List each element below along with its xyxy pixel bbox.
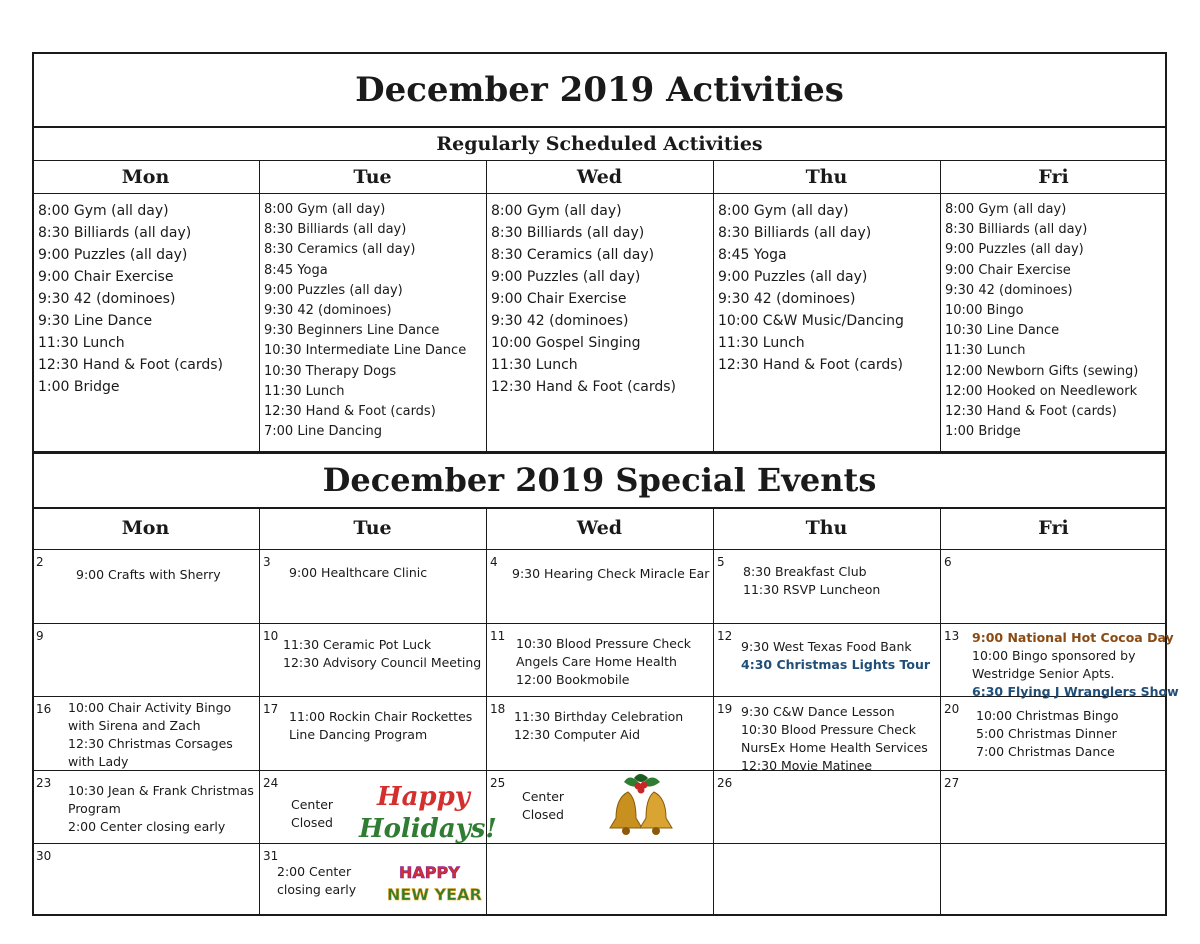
regular-header-mon: Mon xyxy=(121,166,170,188)
title-divider xyxy=(32,126,1167,128)
event-line: Center xyxy=(291,797,334,812)
day-cell xyxy=(486,696,713,770)
event-line: 6:30 Flying J Wranglers Show xyxy=(972,684,1179,699)
event-line: 9:30 Hearing Check Miracle Ear xyxy=(512,566,710,581)
event-line: 9:00 Healthcare Clinic xyxy=(289,565,428,580)
day-cell xyxy=(940,843,1167,916)
event-line: Angels Care Home Health xyxy=(516,654,677,669)
activity-item: 8:30 Billiards (all day) xyxy=(945,222,1088,238)
day-cell xyxy=(940,623,1179,699)
event-line: 10:30 Blood Pressure Check xyxy=(516,636,692,651)
event-line: 12:30 Christmas Corsages xyxy=(68,736,233,751)
day-cell xyxy=(259,623,486,696)
activity-item: 8:00 Gym (all day) xyxy=(718,203,849,219)
regular-header-fri: Fri xyxy=(1038,166,1069,188)
day-cell xyxy=(32,549,259,623)
event-line: Center xyxy=(522,789,565,804)
activity-item: 12:30 Hand & Foot (cards) xyxy=(945,404,1117,420)
day-number: 4 xyxy=(490,555,498,569)
activity-item: 8:30 Billiards (all day) xyxy=(38,225,192,241)
regular-list-mon xyxy=(38,200,223,398)
activity-item: 8:00 Gym (all day) xyxy=(945,202,1067,217)
event-line: 4:30 Christmas Lights Tour xyxy=(741,657,931,672)
event-line: 12:30 Computer Aid xyxy=(514,727,641,742)
event-line: 10:00 Bingo sponsored by xyxy=(972,648,1136,663)
day-number: 9 xyxy=(36,629,44,643)
day-cell xyxy=(713,549,940,623)
event-line: Closed xyxy=(522,807,564,822)
activity-item: 10:00 C&W Music/Dancing xyxy=(718,313,904,329)
day-cell xyxy=(486,623,713,696)
event-line: 12:00 Bookmobile xyxy=(516,672,630,687)
page-title: December 2019 Activities xyxy=(355,70,844,110)
event-line: 11:30 Birthday Celebration xyxy=(514,709,684,724)
activity-item: 11:30 Lunch xyxy=(718,335,805,351)
day-number: 16 xyxy=(36,702,52,716)
day-number: 13 xyxy=(944,629,960,643)
day-number: 5 xyxy=(717,555,725,569)
day-number: 31 xyxy=(263,849,279,863)
day-cell xyxy=(713,623,940,696)
event-line: 2:00 Center closing early xyxy=(68,819,226,834)
activity-item: 9:30 42 (dominoes) xyxy=(264,303,392,319)
regular-col-divider xyxy=(940,161,941,452)
regular-header-thu: Thu xyxy=(805,166,848,188)
activity-item: 9:00 Chair Exercise xyxy=(945,262,1071,278)
event-line: 11:00 Rockin Chair Rockettes xyxy=(289,709,473,724)
new-year-text-2: NEW YEAR xyxy=(387,885,482,904)
activity-item: 9:00 Puzzles (all day) xyxy=(38,247,188,263)
event-line: 5:00 Christmas Dinner xyxy=(976,726,1117,741)
day-number: 23 xyxy=(36,776,52,790)
day-number: 2 xyxy=(36,555,44,569)
day-number: 25 xyxy=(490,776,506,790)
activity-item: 11:30 Lunch xyxy=(945,343,1026,359)
event-line: 10:30 Jean & Frank Christmas xyxy=(68,783,254,798)
activity-item: 9:30 42 (dominoes) xyxy=(945,282,1073,298)
event-line: 7:00 Christmas Dance xyxy=(976,744,1115,759)
activity-item: 8:00 Gym (all day) xyxy=(264,202,386,217)
activity-item: 8:30 Ceramics (all day) xyxy=(491,247,655,263)
day-cell xyxy=(486,843,713,916)
activity-item: 9:00 Puzzles (all day) xyxy=(945,242,1084,258)
day-number: 3 xyxy=(263,555,271,569)
day-cell xyxy=(713,843,940,916)
event-line: 11:30 RSVP Luncheon xyxy=(743,582,881,597)
day-cell xyxy=(32,770,259,843)
activity-item: 8:45 Yoga xyxy=(718,247,787,263)
activity-item: 9:00 Chair Exercise xyxy=(38,269,174,285)
activity-item: 10:30 Therapy Dogs xyxy=(264,363,397,379)
special-header-fri: Fri xyxy=(1038,517,1069,539)
event-line: 9:00 Crafts with Sherry xyxy=(76,567,221,582)
event-line: 10:00 Chair Activity Bingo xyxy=(68,700,232,715)
day-cell xyxy=(713,770,940,843)
activity-item: 9:00 Puzzles (all day) xyxy=(718,269,868,285)
special-header-tue: Tue xyxy=(353,517,392,539)
activity-item: 9:00 Chair Exercise xyxy=(491,291,627,307)
happy-holidays-text-2: Holidays! xyxy=(359,814,497,844)
activity-item: 8:00 Gym (all day) xyxy=(491,203,622,219)
activity-item: 1:00 Bridge xyxy=(38,379,120,395)
special-header-thu: Thu xyxy=(805,517,848,539)
event-line: 12:30 Movie Matinee xyxy=(741,758,873,773)
activity-item: 9:30 42 (dominoes) xyxy=(38,291,176,307)
day-cell xyxy=(32,623,259,696)
event-line: 11:30 Ceramic Pot Luck xyxy=(283,637,432,652)
event-line: Line Dancing Program xyxy=(289,727,428,742)
regular-section-title: Regularly Scheduled Activities xyxy=(436,133,763,155)
day-number: 17 xyxy=(263,702,279,716)
christmas-bells-icon xyxy=(604,772,678,840)
event-line: 12:30 Advisory Council Meeting xyxy=(283,655,482,670)
activity-item: 12:30 Hand & Foot (cards) xyxy=(38,357,223,373)
regular-header-tue: Tue xyxy=(353,166,392,188)
activity-item: 1:00 Bridge xyxy=(945,424,1021,440)
day-cell xyxy=(259,549,486,623)
activity-item: 8:00 Gym (all day) xyxy=(38,203,169,219)
activity-item: 12:30 Hand & Foot (cards) xyxy=(718,357,903,373)
day-number: 26 xyxy=(717,776,733,790)
regular-list-wed xyxy=(491,200,676,398)
day-number: 30 xyxy=(36,849,52,863)
activity-item: 9:30 Line Dance xyxy=(38,313,153,329)
activity-item: 9:30 42 (dominoes) xyxy=(491,313,629,329)
event-line: NursEx Home Health Services xyxy=(741,740,928,755)
new-year-text-1: HAPPY xyxy=(399,863,460,882)
day-cell xyxy=(940,549,1167,623)
happy-holidays-text-1: Happy xyxy=(377,782,470,812)
day-number: 19 xyxy=(717,702,733,716)
day-cell xyxy=(713,696,940,773)
day-cell xyxy=(32,843,259,916)
day-cell xyxy=(940,770,1167,843)
day-cell xyxy=(259,696,486,770)
activity-item: 12:00 Hooked on Needlework xyxy=(945,383,1138,399)
activity-item: 9:30 Beginners Line Dance xyxy=(264,323,440,339)
event-line: 9:00 National Hot Cocoa Day xyxy=(972,630,1174,645)
day-number: 27 xyxy=(944,776,960,790)
activity-item: 11:30 Lunch xyxy=(491,357,578,373)
day-cell xyxy=(486,549,713,623)
regular-header-wed: Wed xyxy=(576,166,623,188)
regular-list-tue xyxy=(264,200,466,442)
event-line: Westridge Senior Apts. xyxy=(972,666,1115,681)
event-line: 9:30 West Texas Food Bank xyxy=(741,639,912,654)
activity-item: 11:30 Lunch xyxy=(264,383,345,399)
regular-col-divider xyxy=(713,161,714,452)
activity-item: 10:00 Bingo xyxy=(945,303,1024,319)
activity-item: 12:30 Hand & Foot (cards) xyxy=(491,379,676,395)
regular-col-divider xyxy=(486,161,487,452)
activity-item: 7:00 Line Dancing xyxy=(264,424,383,440)
activity-item: 8:30 Billiards (all day) xyxy=(264,222,407,238)
activity-item: 10:00 Gospel Singing xyxy=(491,335,641,351)
happy-holidays-image xyxy=(357,777,497,844)
activity-item: 9:00 Puzzles (all day) xyxy=(264,282,403,298)
event-line: closing early xyxy=(277,882,357,897)
day-number: 6 xyxy=(944,555,952,569)
special-header-wed: Wed xyxy=(576,517,623,539)
activity-item: 10:30 Intermediate Line Dance xyxy=(264,343,467,359)
day-number: 24 xyxy=(263,776,279,790)
day-cell xyxy=(486,770,713,843)
regular-list-thu xyxy=(718,200,904,376)
activity-item: 12:30 Hand & Foot (cards) xyxy=(264,404,436,420)
activity-item: 8:30 Ceramics (all day) xyxy=(264,242,416,258)
regular-header-divider xyxy=(32,193,1167,194)
activity-item: 12:00 Newborn Gifts (sewing) xyxy=(945,363,1139,379)
day-number: 12 xyxy=(717,629,733,643)
special-section-title: December 2019 Special Events xyxy=(322,461,877,499)
activity-item: 9:00 Puzzles (all day) xyxy=(491,269,641,285)
event-line: with Sirena and Zach xyxy=(68,718,201,733)
activity-item: 8:45 Yoga xyxy=(264,262,328,278)
event-line: Closed xyxy=(291,815,333,830)
activity-item: 8:30 Billiards (all day) xyxy=(491,225,645,241)
day-number: 10 xyxy=(263,629,279,643)
happy-new-year-image xyxy=(385,858,482,906)
event-line: with Lady xyxy=(68,754,129,769)
event-line: 10:30 Blood Pressure Check xyxy=(741,722,917,737)
event-line: Program xyxy=(68,801,121,816)
activity-item: 8:30 Billiards (all day) xyxy=(718,225,872,241)
day-number: 11 xyxy=(490,629,506,643)
special-header-mon: Mon xyxy=(121,517,170,539)
activity-item: 9:30 42 (dominoes) xyxy=(718,291,856,307)
activity-item: 11:30 Lunch xyxy=(38,335,125,351)
activity-item: 10:30 Line Dance xyxy=(945,323,1060,339)
event-line: 8:30 Breakfast Club xyxy=(743,564,867,579)
event-line: 2:00 Center xyxy=(277,864,352,879)
regular-col-divider xyxy=(259,161,260,452)
day-cell xyxy=(32,696,259,770)
event-line: 10:00 Christmas Bingo xyxy=(976,708,1119,723)
regular-list-fri xyxy=(945,200,1138,442)
day-cell xyxy=(940,696,1167,770)
event-line: 9:30 C&W Dance Lesson xyxy=(741,704,895,719)
day-number: 20 xyxy=(944,702,960,716)
day-number: 18 xyxy=(490,702,506,716)
